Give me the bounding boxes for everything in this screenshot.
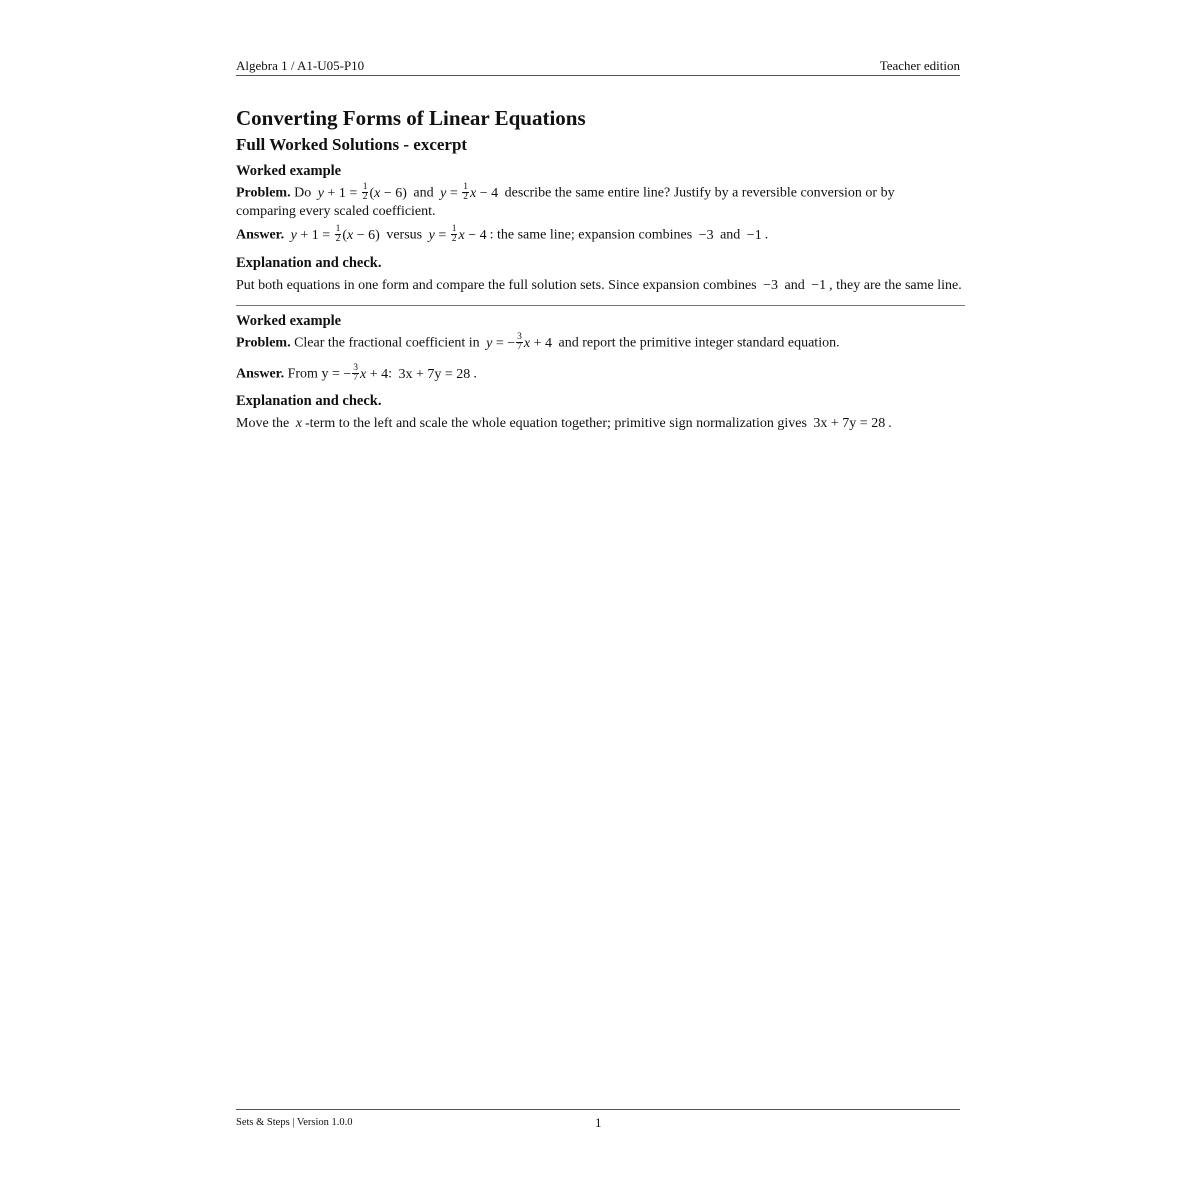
- answer-label: Answer.: [236, 366, 285, 382]
- problem-text: Clear the fractional coefficient in: [294, 335, 480, 351]
- explanation-heading: Explanation and check.: [236, 393, 382, 409]
- equation-slope-intercept: y = $\frac{1}{2}$ x − 4: [440, 182, 499, 202]
- equation-point-slope: y + 1 = $\frac{1}{2}$ (x − 6): [317, 182, 407, 202]
- page-number: 1: [595, 1115, 602, 1130]
- equation-slope-intercept: − $\frac{3}{7}$ x + 4: [343, 363, 389, 383]
- answer-label: Answer.: [236, 227, 285, 243]
- answer-statement: [236, 365, 966, 384]
- footer-version: Sets & Steps | Version 1.0.0: [236, 1117, 353, 1128]
- answer-text: .: [473, 366, 477, 382]
- explanation-sentence: Move the: [236, 416, 290, 431]
- explanation-heading: Explanation and check.: [236, 255, 382, 271]
- section-divider: [236, 305, 965, 306]
- problem-statement: [236, 334, 966, 353]
- problem-statement-line-2: comparing every scaled coefficient.: [236, 204, 436, 219]
- explanation-text: [236, 415, 966, 432]
- math-value: −3: [763, 278, 779, 293]
- answer-statement: [236, 226, 966, 245]
- answer-text: :: [388, 366, 393, 382]
- explanation-sentence: Put both equations in one form and compare the full solution sets. Since expansion combines: [236, 278, 757, 293]
- explanation-text: [236, 277, 966, 294]
- problem-text: and: [413, 185, 434, 201]
- problem-statement: [236, 184, 966, 203]
- problem-text: describe the same entire line? Justify by a reversible conversion or by: [504, 185, 895, 201]
- example-heading: Worked example: [236, 313, 342, 329]
- problem-text: and report the primitive integer standard equation.: [558, 335, 840, 351]
- page-title: Converting Forms of Linear Equations: [236, 106, 586, 130]
- answer-text: : the same line; expansion combines: [489, 227, 693, 243]
- problem-text: Do: [294, 185, 312, 201]
- running-header: [236, 59, 960, 76]
- equation-slope-intercept: y = $\frac{1}{2}$ x − 4: [428, 224, 487, 244]
- page-subtitle: Full Worked Solutions - excerpt: [236, 135, 468, 154]
- explanation-sentence: -term to the left and scale the whole equation together; primitive sign normalization gives: [304, 416, 807, 431]
- math-variable: x: [295, 416, 302, 431]
- math-value: −1: [811, 278, 827, 293]
- main-content: [236, 104, 966, 432]
- example-heading: Worked example: [236, 163, 342, 179]
- explanation-sentence: and: [784, 278, 805, 293]
- equation-point-slope: y + 1 = $\frac{1}{2}$ (x − 6): [290, 224, 380, 244]
- math-value: −1: [746, 227, 762, 243]
- worked-example-2: [236, 312, 966, 432]
- explanation-sentence: , they are the same line.: [829, 278, 962, 293]
- header-edition: Teacher edition: [879, 58, 960, 73]
- math-value: −3: [698, 227, 714, 243]
- equation-standard-form: 3x + 7y = 28: [398, 366, 471, 382]
- equation-slope-intercept: y = − $\frac{3}{7}$ x + 4: [486, 332, 553, 352]
- equation-standard-form: 3x + 7y = 28: [813, 416, 886, 431]
- running-footer: [236, 1109, 960, 1130]
- answer-text: .: [764, 227, 769, 243]
- header-course-code: Algebra 1 / A1-U05-P10: [236, 58, 365, 73]
- problem-label: Problem.: [236, 185, 291, 201]
- answer-text: and: [720, 227, 741, 243]
- explanation-sentence: .: [888, 416, 892, 431]
- answer-text: From y =: [287, 366, 340, 382]
- problem-label: Problem.: [236, 335, 291, 351]
- answer-text: versus: [386, 227, 423, 243]
- worked-example-1: [236, 162, 966, 294]
